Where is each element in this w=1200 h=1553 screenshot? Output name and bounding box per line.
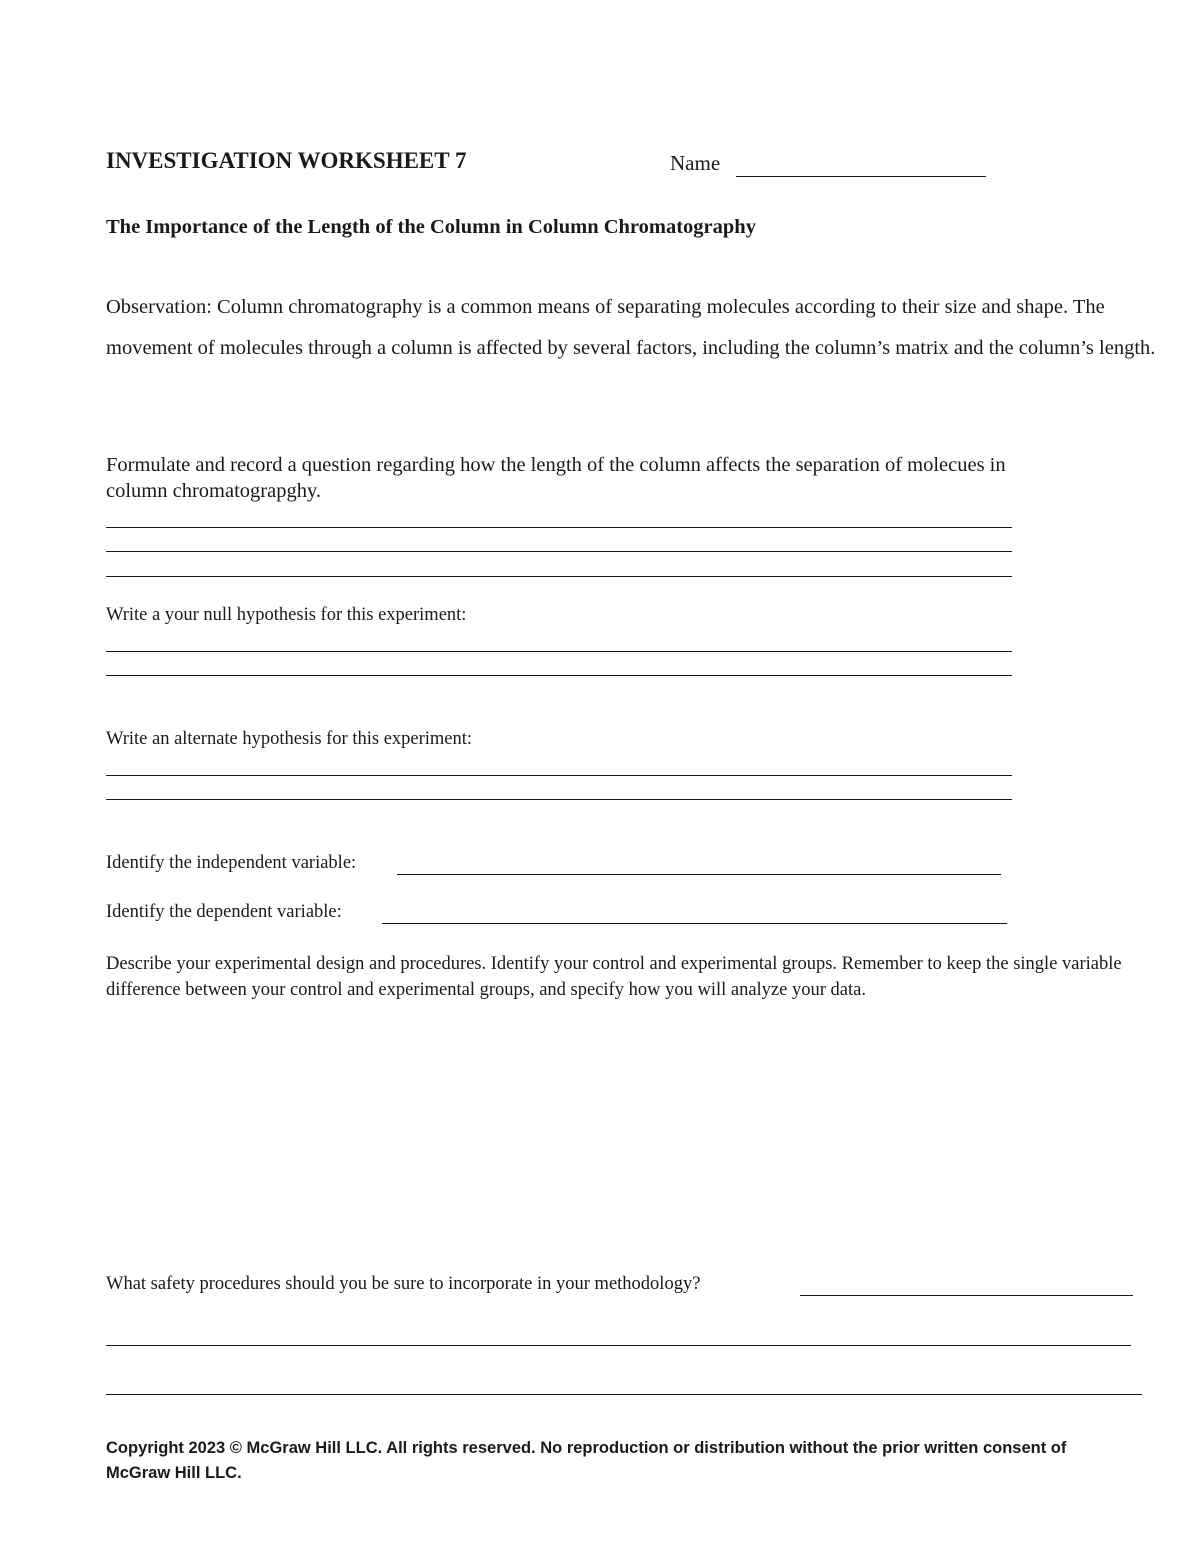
question-answer-line[interactable]	[106, 527, 1012, 528]
null-hypothesis-answer-line[interactable]	[106, 675, 1012, 676]
independent-variable-prompt: Identify the independent variable:	[106, 853, 357, 873]
alternate-hypothesis-answer-line[interactable]	[106, 775, 1012, 776]
safety-answer-line[interactable]	[106, 1394, 1142, 1395]
observation-paragraph: Observation: Column chromatography is a common means of separating molecules according to their size and shape. The movement of molecules through a column is affected by several factors, including the column’s matrix and the column’s length.	[106, 296, 1156, 359]
question-answer-line[interactable]	[106, 576, 1012, 577]
experimental-design-prompt: Describe your experimental design and procedures. Identify your control and experimental groups. Remember to keep the single variable difference between your control and experimental groups, and specify how you will analyze your data.	[106, 954, 1122, 1000]
name-field[interactable]	[736, 176, 986, 177]
worksheet-title: INVESTIGATION WORKSHEET 7	[106, 148, 467, 173]
null-hypothesis-prompt: Write a your null hypothesis for this experiment:	[106, 605, 467, 625]
safety-answer-line[interactable]	[106, 1345, 1131, 1346]
null-hypothesis-answer-line[interactable]	[106, 651, 1012, 652]
alternate-hypothesis-answer-line[interactable]	[106, 799, 1012, 800]
question-answer-line[interactable]	[106, 551, 1012, 552]
dependent-variable-prompt: Identify the dependent variable:	[106, 902, 342, 922]
name-label: Name	[670, 151, 721, 175]
dependent-variable-answer-line[interactable]	[382, 923, 1007, 924]
safety-answer-line[interactable]	[800, 1295, 1133, 1296]
worksheet-subtitle: The Importance of the Length of the Column in Column Chromatography	[106, 216, 756, 238]
safety-prompt: What safety procedures should you be sure to incorporate in your methodology?	[106, 1274, 701, 1294]
question-prompt: Formulate and record a question regarding how the length of the column affects the separation of molecues in column chromatograpghy.	[106, 454, 1006, 502]
independent-variable-answer-line[interactable]	[397, 874, 1001, 875]
alternate-hypothesis-prompt: Write an alternate hypothesis for this experiment:	[106, 729, 473, 749]
copyright-notice: Copyright 2023 © McGraw Hill LLC. All rights reserved. No reproduction or distribution without the prior written consent of McGraw Hill LLC.	[106, 1439, 1067, 1482]
